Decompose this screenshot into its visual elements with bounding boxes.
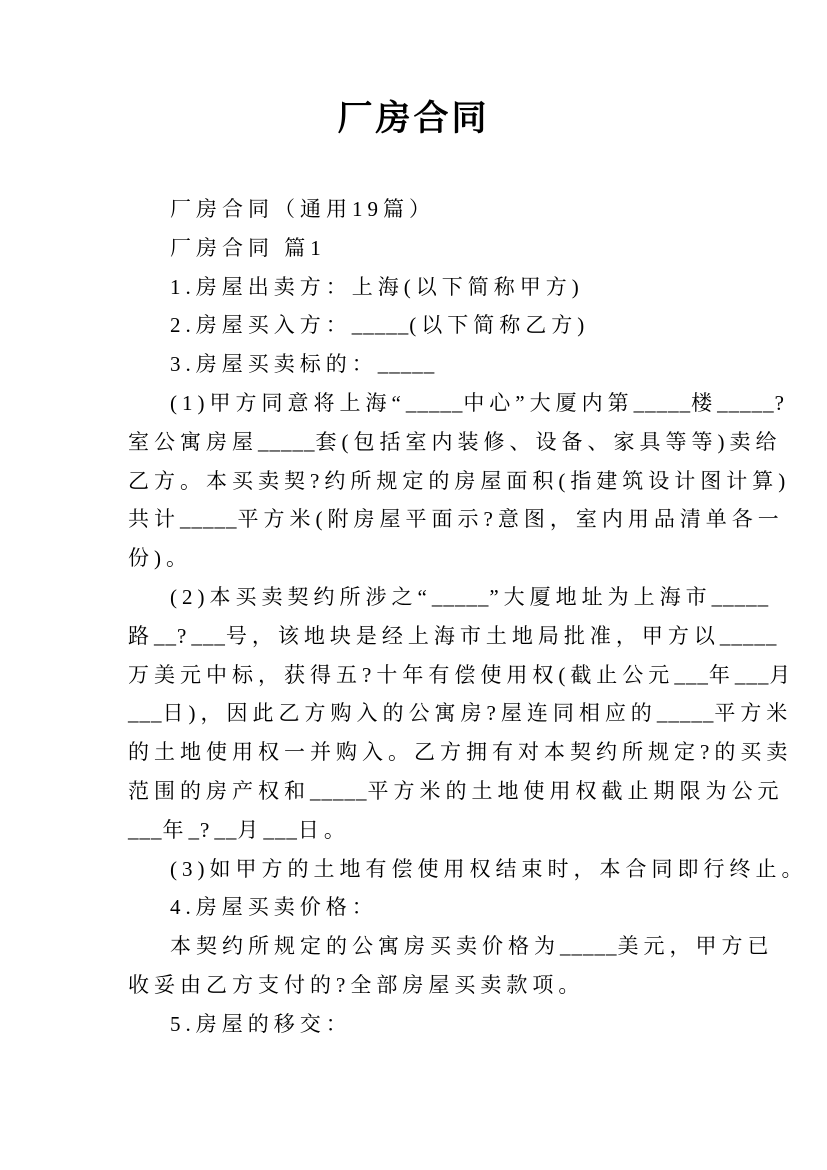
text-line: (1)甲方同意将上海“_____中心”大厦内第_____楼_____?	[170, 390, 789, 415]
blank-underline: _____	[180, 507, 238, 532]
blank-underline: __	[214, 817, 238, 842]
blank-underline: ___	[191, 623, 226, 648]
document-body	[128, 190, 808, 1044]
document-title: 厂房合同	[337, 99, 490, 138]
blank-underline: _	[188, 817, 200, 842]
blank-underline: _____	[258, 429, 316, 454]
text-line: 的土地使用权一并购入。乙方拥有对本契约所规定?的买卖	[128, 740, 793, 765]
text-line: 本契约所规定的公寓房买卖价格为_____美元，甲方已	[170, 934, 774, 959]
text-line: 2.房屋买入方：_____(以下简称乙方)	[170, 313, 590, 338]
blank-underline: _____	[351, 313, 410, 338]
text-line: 3.房屋买卖标的：_____	[170, 352, 436, 377]
text-line: ___日)，因此乙方购入的公寓房?屋连同相应的_____平方米	[128, 701, 793, 726]
blank-underline: ___	[263, 817, 298, 842]
text-line: ___年_?__月___日。	[128, 817, 350, 842]
blank-underline: _____	[560, 934, 618, 959]
text-line: 份)。	[128, 546, 192, 571]
blank-underline: _____	[377, 352, 436, 377]
blank-underline: _____	[310, 778, 368, 803]
text-line: 1.房屋出卖方：上海(以下简称甲方)	[170, 274, 584, 299]
text-line: 5.房屋的移交：	[170, 1011, 352, 1036]
blank-underline: ___	[128, 817, 163, 842]
text-line: 乙方。本买卖契?约所规定的房屋面积(指建筑设计图计算)	[128, 468, 791, 493]
blank-underline: _____	[711, 584, 770, 609]
blank-underline: __	[154, 623, 177, 648]
text-line: 收妥由乙方支付的?全部房屋买卖款项。	[128, 972, 585, 997]
blank-underline: _____	[633, 390, 692, 415]
blank-underline: _____	[719, 623, 778, 648]
text-line: 万美元中标，获得五?十年有偿使用权(截止公元___年___月	[128, 662, 796, 687]
blank-underline: _____	[405, 390, 464, 415]
text-line: 范围的房产权和_____平方米的土地使用权截止期限为公元	[128, 778, 784, 803]
blank-underline: ___	[734, 662, 770, 687]
text-line: 厂房合同 篇1	[170, 235, 326, 260]
text-line: (3)如甲方的土地有偿使用权结束时，本合同即行终止。	[170, 856, 808, 881]
blank-underline: ___	[674, 662, 709, 687]
blank-underline: _____	[717, 390, 775, 415]
blank-underline: ___	[128, 701, 163, 726]
text-line: (2)本买卖契约所涉之“_____”大厦地址为上海市_____	[170, 584, 770, 609]
text-line: 厂房合同（通用19篇）	[170, 197, 435, 221]
text-line: 路__?___号，该地块是经上海市土地局批准，甲方以_____	[128, 623, 778, 648]
text-line: 4.房屋买卖价格：	[170, 895, 378, 920]
blank-underline: _____	[431, 584, 490, 609]
blank-underline: _____	[656, 701, 715, 726]
text-line: 室公寓房屋_____套(包括室内装修、设备、家具等等)卖给	[128, 429, 782, 454]
text-line: 共计_____平方米(附房屋平面示?意图，室内用品清单各一	[128, 507, 784, 532]
